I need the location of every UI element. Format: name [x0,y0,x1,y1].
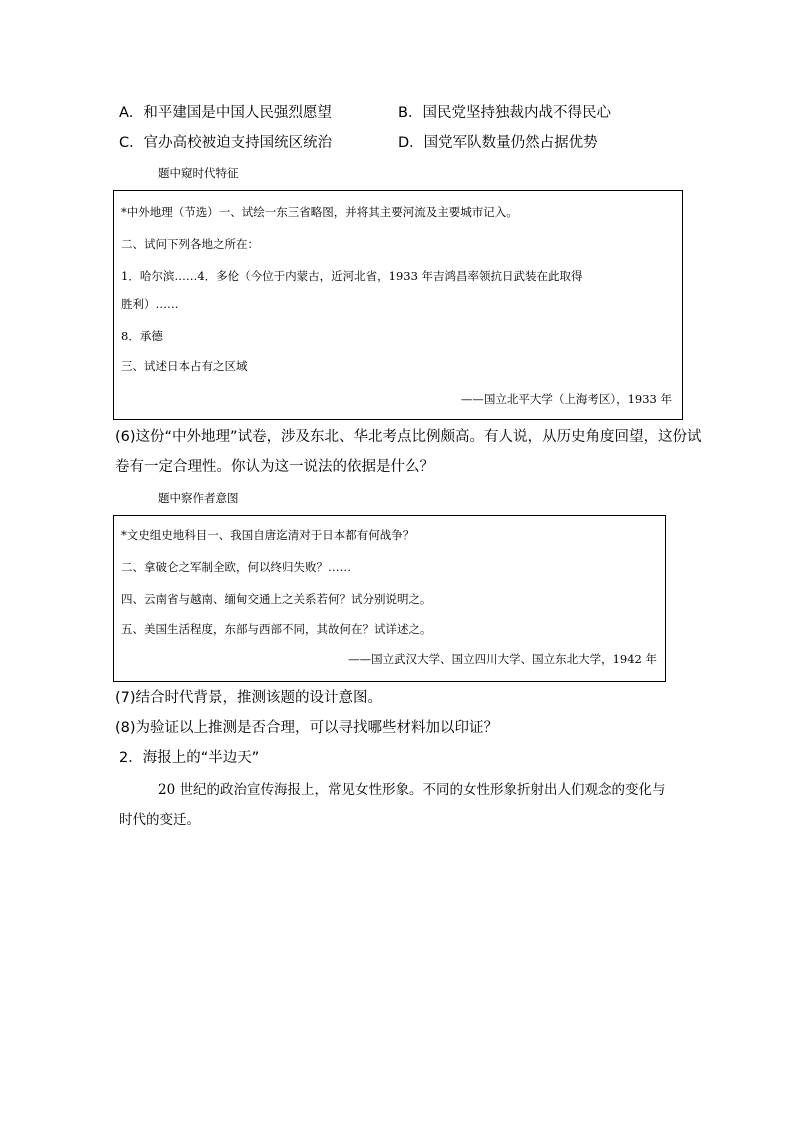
box1-line-4: 胜利）…… [121,297,179,311]
box1-source: ——国立北平大学（上海考区），1933 年 [460,392,672,406]
question-8: (8)为验证以上推测是否合理，可以寻找哪些材料加以印证？ [115,720,499,736]
option-a: A．和平建国是中国人民强烈愿望 [119,105,332,121]
intro-line-2: 时代的变迁。 [119,812,200,828]
section-heading-era: 题中窥时代特征 [158,166,239,180]
section-heading-intent: 题中察作者意图 [158,491,239,505]
exam-excerpt-box-1933 [113,190,683,420]
option-b: B．国民党坚持独裁内战不得民心 [398,105,611,121]
box1-line-1: *中外地理（节选）一、试绘一东三省略图，并将其主要河流及主要城市记入。 [121,205,518,219]
box2-line-3: 四、云南省与越南、缅甸交通上之关系若何？试分别说明之。 [121,592,432,606]
box1-line-3: 1．哈尔滨……4．多伦（今位于内蒙古，近河北省，1933 年吉鸿昌率领抗日武装在此取得 [121,269,583,283]
box1-line-6: 三、试述日本占有之区域 [121,359,248,373]
question-6-line-2: 卷有一定合理性。你认为这一说法的依据是什么？ [115,459,434,475]
exam-excerpt-box-1942 [113,515,666,682]
question-6-line-1: (6)这份“中外地理”试卷，涉及东北、华北考点比例颇高。有人说，从历史角度回望，这份试 [115,429,702,445]
section-title-half-sky: 2．海报上的“半边天” [119,750,260,766]
option-c: C．官办高校被迫支持国统区统治 [119,135,333,151]
intro-line-1: 20 世纪的政治宣传海报上，常见女性形象。不同的女性形象折射出人们观念的变化与 [158,782,666,798]
box2-source: ——国立武汉大学、国立四川大学、国立东北大学，1942 年 [348,652,657,666]
box1-line-2: 二、试问下列各地之所在： [121,237,259,251]
box2-line-4: 五、美国生活程度，东部与西部不同，其故何在？试详述之。 [121,622,432,636]
box2-line-1: *文史组史地科目一、我国自唐迄清对于日本都有何战争？ [121,528,415,542]
box2-line-2: 二、拿破仑之军制全欧，何以终归失败？…… [121,560,351,574]
option-d: D．国党军队数量仍然占据优势 [398,135,598,151]
question-7: (7)结合时代背景，推测该题的设计意图。 [115,690,383,706]
box1-line-5: 8．承德 [121,329,163,343]
